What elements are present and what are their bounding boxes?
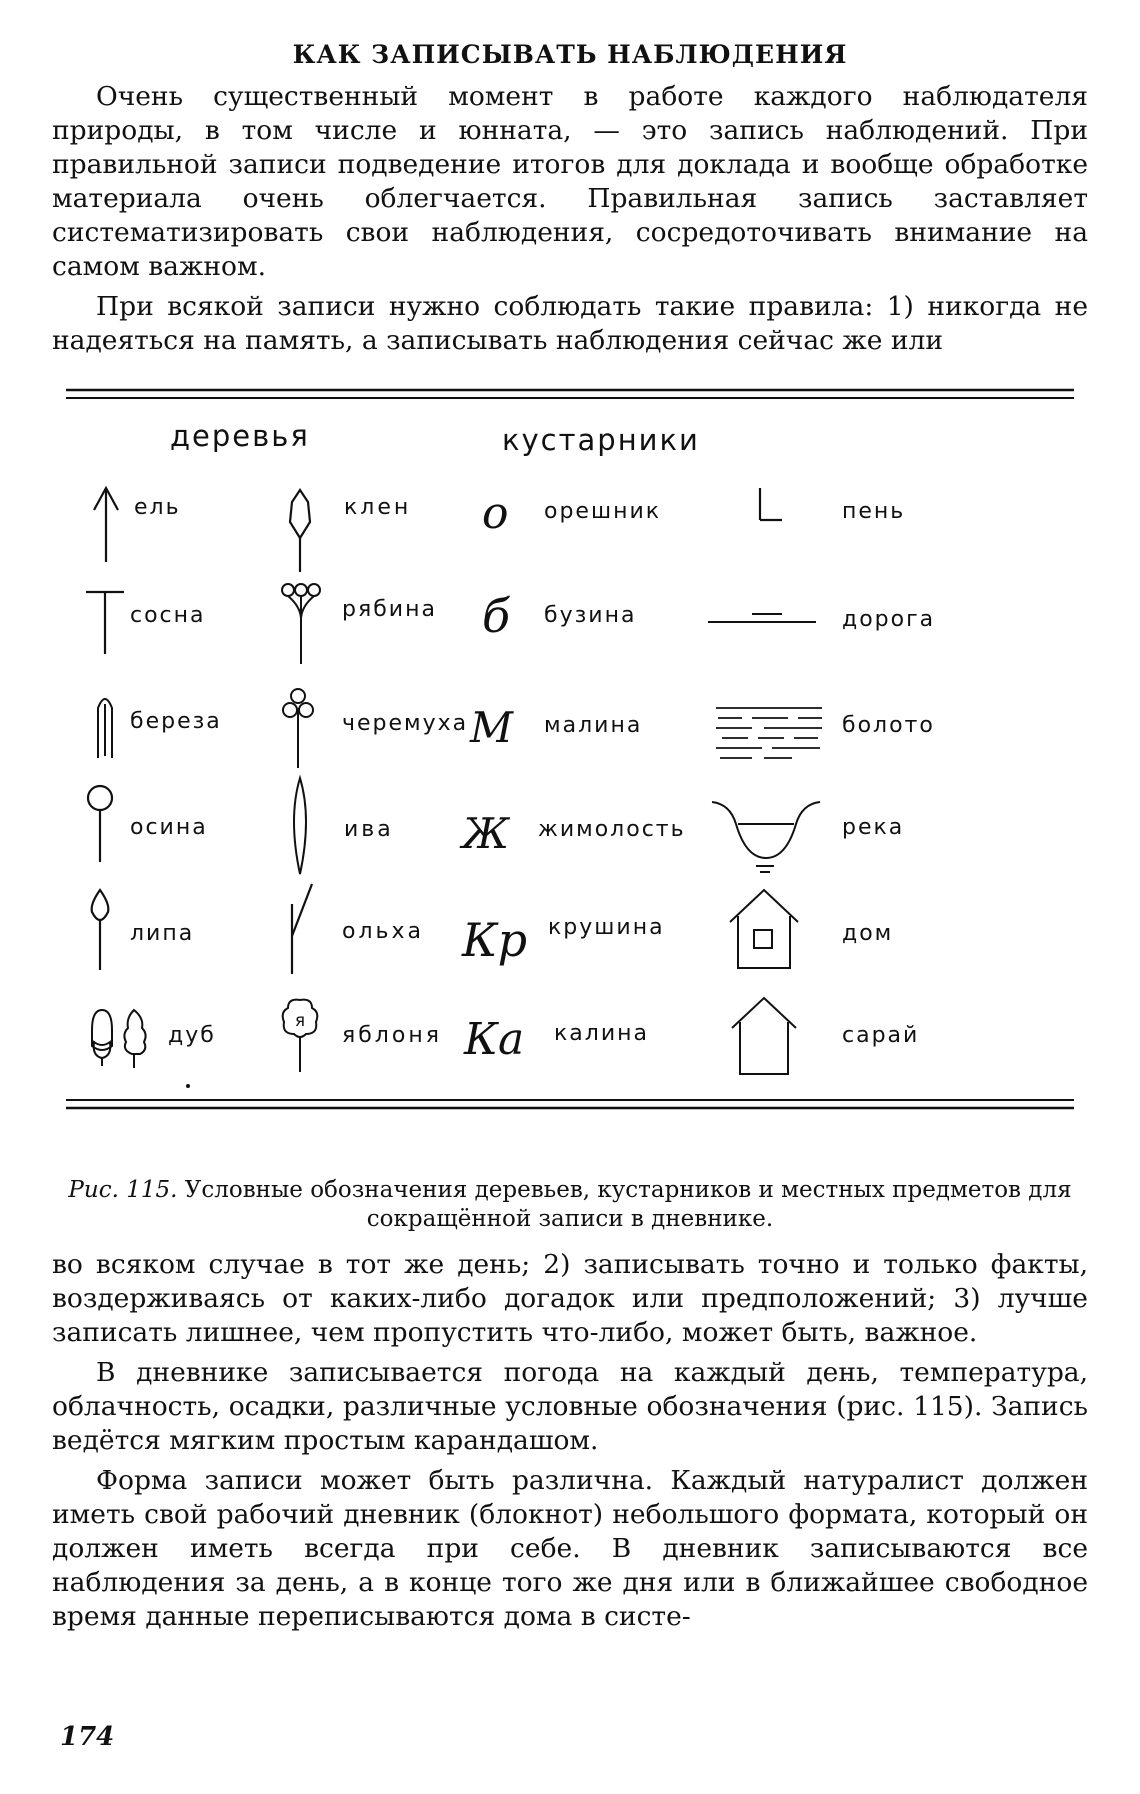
label-rowan: рябина [342, 597, 437, 622]
label-raspberry: малина [544, 713, 643, 738]
buckthorn-symbol: Кр [462, 913, 528, 967]
page-number: 174 [60, 1722, 115, 1752]
pine-icon [86, 592, 124, 654]
honeysuckle-symbol: Ж [462, 809, 510, 858]
label-road: дорога [842, 607, 936, 632]
label-viburnum: калина [554, 1021, 649, 1046]
caption-text: Условные обозначения деревьев, кустарников и местных предметов для сокращённой записи в дневнике. [184, 1177, 1072, 1232]
raspberry-symbol: М [470, 703, 514, 752]
rowan-icon [282, 584, 320, 664]
label-barn: сарай [842, 1023, 920, 1048]
label-river: река [842, 815, 905, 840]
stump-icon [760, 488, 782, 520]
barn-icon [732, 998, 796, 1074]
figure-caption [52, 1176, 1088, 1234]
swamp-icon [716, 708, 822, 758]
label-maple: клен [344, 495, 412, 520]
road-icon [708, 614, 816, 622]
label-birch: береза [130, 709, 222, 734]
page-title: КАК ЗАПИСЫВАТЬ НАБЛЮДЕНИЯ [292, 40, 848, 69]
paragraph-2: При всякой записи нужно соблюдать такие правила: 1) никогда не надеяться на память, а записывать наблюдения сейчас же или [52, 291, 1088, 356]
speck [186, 1084, 190, 1088]
label-buckthorn: крушина [548, 915, 665, 940]
figure-label: Рис. 115. [68, 1177, 178, 1203]
willow-icon [294, 778, 306, 874]
label-hazel: орешник [544, 499, 662, 524]
figure-115 [52, 378, 1088, 1170]
legend-figure [52, 378, 1088, 1170]
river-icon [712, 802, 820, 872]
label-stump: пень [842, 499, 906, 524]
bird-cherry-icon [283, 689, 313, 768]
label-aspen: осина [130, 815, 208, 840]
hazel-symbol: о [482, 488, 509, 539]
house-icon [730, 890, 798, 968]
aspen-icon [88, 786, 112, 862]
page [52, 38, 1088, 1634]
label-spruce: ель [134, 495, 181, 520]
label-pine: сосна [130, 603, 206, 628]
paragraph-1: Очень существенный момент в работе каждого наблюдателя природы, в том числе и юнната, — это запись наблюдений. При правильной записи подведение итогов для доклада и вообще обработке материала очень облегчается. Правильная запись заставляет систематизировать свои наблюдения, сосредоточивать внимание на самом важном. [52, 81, 1088, 282]
oak-icon [92, 1010, 146, 1068]
linden-icon [92, 890, 109, 970]
label-elder: бузина [544, 603, 637, 628]
label-house: дом [842, 921, 894, 946]
label-bird-cherry: черемуха [342, 711, 469, 736]
paragraph-5: Форма записи может быть различна. Каждый натуралист должен иметь свой рабочий дневник (блокнот) небольшого формата, который он должен иметь всегда при себе. В дневник записываются все наблюдения за день, а в конце того же дня или в ближайшее свободное время данные переписываются дома в систе- [52, 1465, 1088, 1632]
header-trees: деревья [170, 419, 310, 453]
label-honeysuckle: жимолость [538, 817, 686, 842]
paragraph-3: во всяком случае в тот же день; 2) записывать точно и только факты, воздерживаясь от каких-либо догадок или предположений; 3) лучше записать лишнее, чем пропустить что-либо, может быть, важное. [52, 1249, 1088, 1348]
header-shrubs: кустарники [502, 423, 700, 457]
label-willow: ива [344, 817, 394, 842]
elder-symbol: б [482, 589, 511, 643]
label-linden: липа [130, 921, 195, 946]
paragraph-4: В дневнике записывается погода на каждый день, температура, облачность, осадки, различные условные обозначения (рис. 115). Запись ведётся мягким простым карандашом. [52, 1357, 1088, 1456]
viburnum-symbol: Ка [464, 1014, 525, 1065]
label-swamp: болото [842, 713, 935, 738]
apple-tree-letter: я [294, 1011, 306, 1031]
alder-icon [292, 884, 312, 974]
label-alder: ольха [342, 919, 424, 944]
label-apple-tree: яблоня [342, 1023, 442, 1048]
maple-icon [290, 490, 310, 572]
spruce-icon [94, 488, 118, 562]
label-oak: дуб [168, 1023, 216, 1048]
birch-icon [98, 699, 112, 758]
